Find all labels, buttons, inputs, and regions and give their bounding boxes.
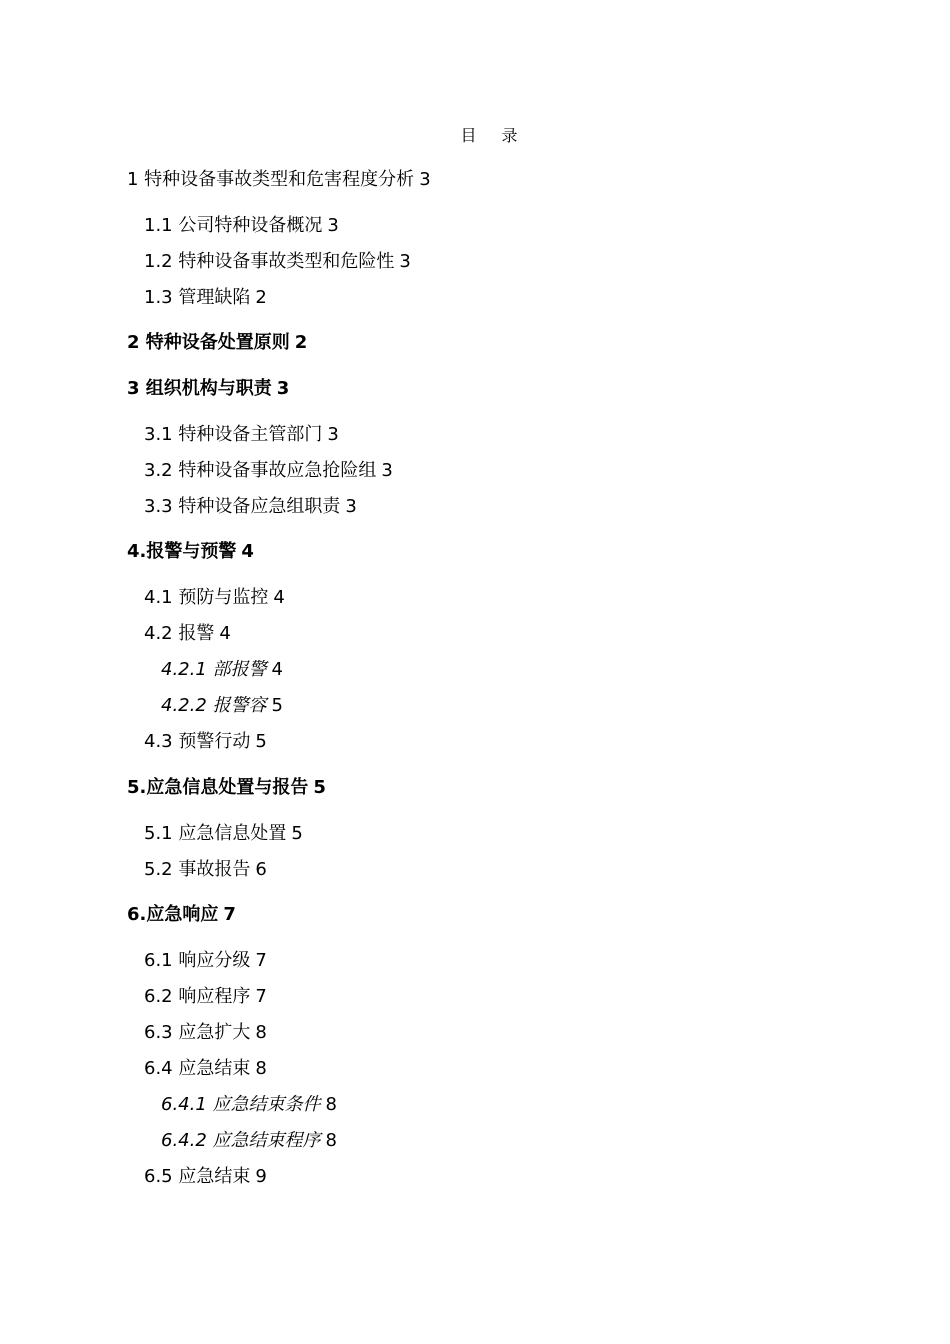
toc-entry-page: 5 xyxy=(313,777,326,798)
toc-entry-page: 8 xyxy=(255,1022,267,1043)
toc-entry-page: 2 xyxy=(294,332,308,353)
toc-entry-page: 6 xyxy=(255,859,267,880)
toc-entry[interactable] xyxy=(127,332,307,354)
toc-entry-text: 6.1 响应分级 xyxy=(144,950,251,971)
toc-entry-page: 3 xyxy=(399,251,411,272)
toc-entry[interactable] xyxy=(144,1166,267,1188)
toc-entry[interactable] xyxy=(144,496,357,518)
toc-entry[interactable] xyxy=(144,731,267,753)
toc-entry[interactable] xyxy=(144,823,303,845)
toc-entry[interactable] xyxy=(144,587,285,609)
toc-entry-text: 4.3 预警行动 xyxy=(144,731,251,752)
toc-entry-text: 3.1 特种设备主管部门 xyxy=(144,424,323,445)
toc-entry-text: 2 特种设备处置原则 xyxy=(127,332,290,353)
toc-entry-text: 4.2.1 部报警 xyxy=(161,659,267,680)
toc-entry-page: 4 xyxy=(273,587,285,608)
toc-entry-page: 8 xyxy=(325,1130,337,1151)
toc-entry-page: 8 xyxy=(255,1058,267,1079)
toc-entry-text: 6.5 应急结束 xyxy=(144,1166,251,1187)
toc-entry-text: 5.1 应急信息处置 xyxy=(144,823,287,844)
toc-entry-page: 7 xyxy=(223,904,236,925)
toc-entry[interactable] xyxy=(144,251,411,273)
toc-entry-page: 7 xyxy=(255,950,267,971)
toc-title: 目 录 xyxy=(460,126,528,145)
toc-entry-page: 3 xyxy=(381,460,393,481)
toc-entry-text: 1.2 特种设备事故类型和危险性 xyxy=(144,251,395,272)
toc-entry-page: 9 xyxy=(255,1166,267,1187)
toc-entry[interactable] xyxy=(161,695,283,717)
toc-entry[interactable] xyxy=(127,378,289,400)
toc-entry-text: 5.2 事故报告 xyxy=(144,859,251,880)
toc-entry-page: 2 xyxy=(255,287,267,308)
toc-entry[interactable] xyxy=(161,1130,337,1152)
toc-entry-page: 3 xyxy=(327,424,339,445)
toc-entry-text: 6.4.1 应急结束条件 xyxy=(161,1094,321,1115)
toc-entry-text: 4.1 预防与监控 xyxy=(144,587,269,608)
toc-entry-text: 1 特种设备事故类型和危害程度分析 xyxy=(127,169,415,190)
toc-entry[interactable] xyxy=(144,623,231,645)
toc-entry[interactable] xyxy=(144,986,267,1008)
toc-entry[interactable] xyxy=(127,904,236,926)
toc-entry[interactable] xyxy=(144,460,393,482)
toc-entry-page: 7 xyxy=(255,986,267,1007)
toc-entry-page: 3 xyxy=(345,496,357,517)
toc-entry-text: 6.应急响应 xyxy=(127,904,219,925)
toc-entry-page: 5 xyxy=(291,823,303,844)
toc-entry[interactable] xyxy=(144,287,267,309)
toc-entry[interactable] xyxy=(127,541,254,563)
toc-entry[interactable] xyxy=(144,859,267,881)
toc-entry[interactable] xyxy=(161,659,283,681)
toc-entry-text: 5.应急信息处置与报告 xyxy=(127,777,309,798)
toc-entry-page: 4 xyxy=(219,623,231,644)
toc-entry-text: 3 组织机构与职责 xyxy=(127,378,272,399)
toc-entry-text: 3.3 特种设备应急组职责 xyxy=(144,496,341,517)
toc-entry-text: 4.报警与预警 xyxy=(127,541,237,562)
toc-entry-page: 5 xyxy=(271,695,283,716)
toc-entry[interactable] xyxy=(161,1094,337,1116)
toc-entry[interactable] xyxy=(144,950,267,972)
toc-entry-text: 1.1 公司特种设备概况 xyxy=(144,215,323,236)
toc-entry-page: 3 xyxy=(276,378,290,399)
toc-entry-text: 4.2 报警 xyxy=(144,623,215,644)
toc-entry-text: 1.3 管理缺陷 xyxy=(144,287,251,308)
toc-entry-page: 3 xyxy=(327,215,339,236)
toc-entry[interactable] xyxy=(144,1058,267,1080)
toc-entry[interactable] xyxy=(127,169,431,191)
toc-entry[interactable] xyxy=(127,777,326,799)
toc-entry-text: 6.4.2 应急结束程序 xyxy=(161,1130,321,1151)
toc-entry[interactable] xyxy=(144,424,339,446)
toc-entry-page: 8 xyxy=(325,1094,337,1115)
toc-entry-text: 4.2.2 报警容 xyxy=(161,695,267,716)
toc-entry-page: 5 xyxy=(255,731,267,752)
toc-entry-page: 3 xyxy=(419,169,431,190)
toc-entry-page: 4 xyxy=(271,659,283,680)
toc-entry-text: 6.2 响应程序 xyxy=(144,986,251,1007)
toc-entry-page: 4 xyxy=(241,541,254,562)
toc-entry[interactable] xyxy=(144,215,339,237)
toc-entry-text: 3.2 特种设备事故应急抢险组 xyxy=(144,460,377,481)
toc-entry[interactable] xyxy=(144,1022,267,1044)
toc-entry-text: 6.4 应急结束 xyxy=(144,1058,251,1079)
toc-entry-text: 6.3 应急扩大 xyxy=(144,1022,251,1043)
